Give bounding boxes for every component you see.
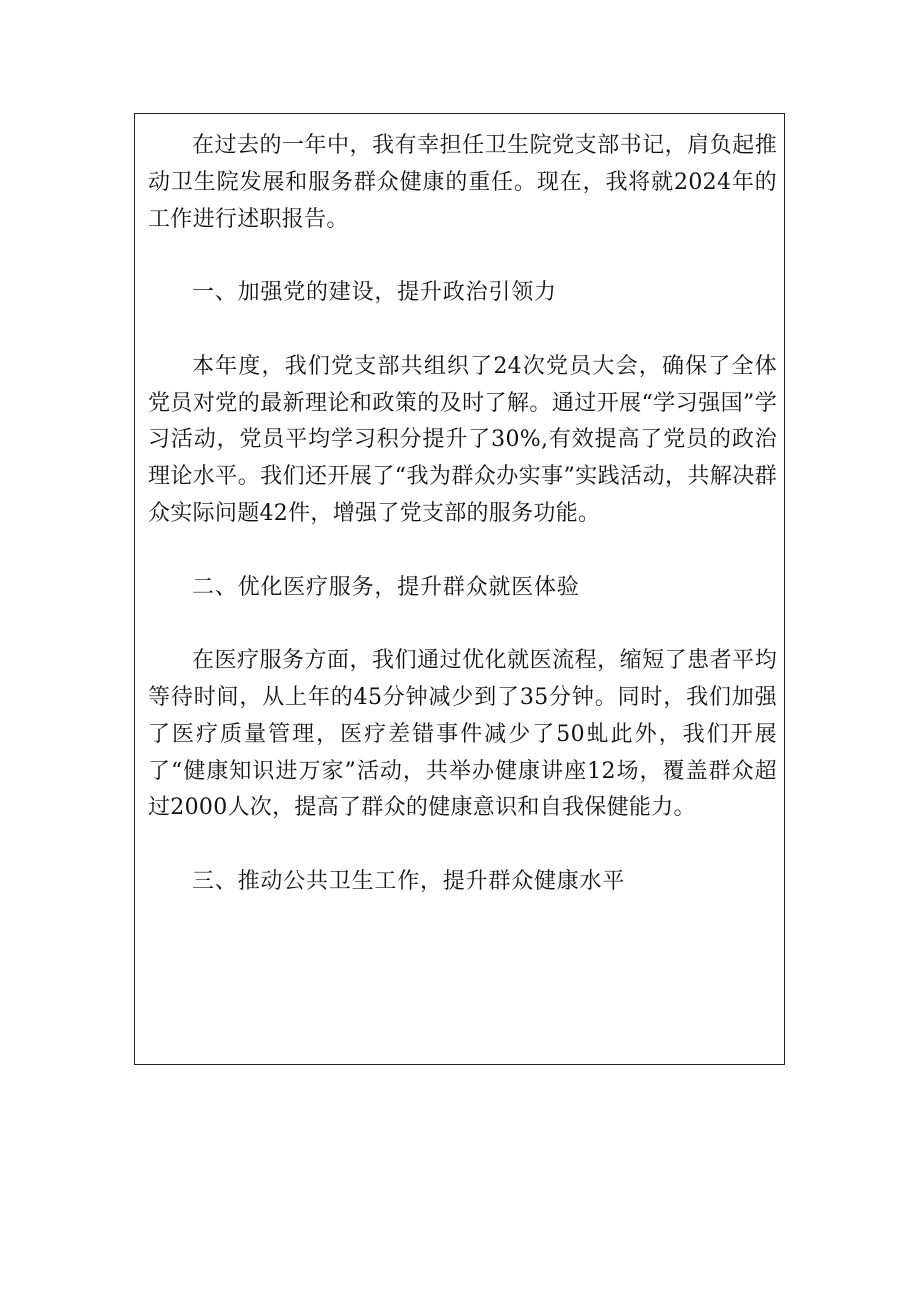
section-2-paragraph: 在医疗服务方面，我们通过优化就医流程，缩短了患者平均等待时间，从上年的45分钟减少到了35分钟。同时，我们加强了医疗质量管理，医疗差错事件减少了50虬此外，我们开展了“健康知识进万家”活动，共举办健康讲座12场，覆盖群众超过2000人次，提高了群众的健康意识和自我保健能力。 bbox=[148, 648, 777, 821]
intro-paragraph: 在过去的一年中，我有幸担任卫生院党支部书记，肩负起推动卫生院发展和服务群众健康的重任。现在，我将就2024年的工作进行述职报告。 bbox=[148, 133, 777, 232]
section-3-heading: 三、推动公共卫生工作，提升群众健康水平 bbox=[192, 868, 626, 894]
document-frame bbox=[134, 113, 785, 1065]
section-1-paragraph: 本年度，我们党支部共组织了24次党员大会，确保了全体党员对党的最新理论和政策的及时了解。通过开展“学习强国”学习活动，党员平均学习积分提升了30%,有效提高了党员的政治理论水平。我们还开展了“我为群众办实事”实践活动，共解决群众实际问题42件，增强了党支部的服务功能。 bbox=[148, 353, 777, 526]
document-body bbox=[148, 128, 777, 901]
section-2-heading: 二、优化医疗服务，提升群众就医体验 bbox=[192, 574, 580, 600]
section-1-heading: 一、加强党的建设，提升政治引领力 bbox=[192, 280, 557, 306]
